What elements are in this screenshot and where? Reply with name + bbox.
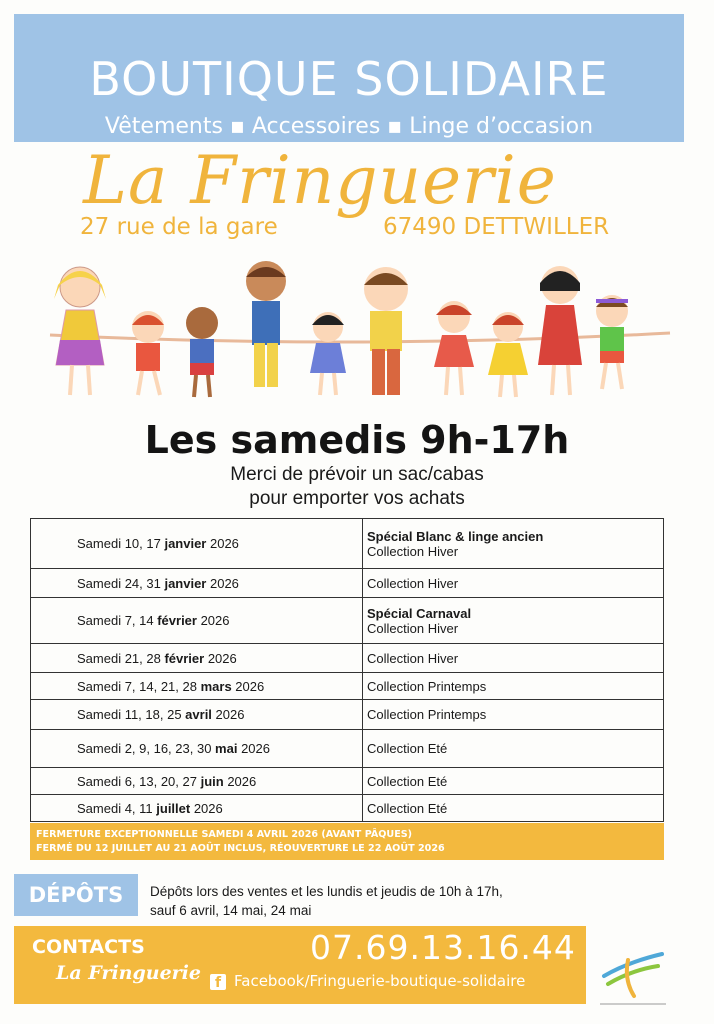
date-cell: Samedi 2, 9, 16, 23, 30 mai 2026 (31, 730, 363, 768)
date-cell: Samedi 10, 17 janvier 2026 (31, 519, 363, 569)
child-figure (488, 312, 528, 397)
collection-cell: Collection Printemps (363, 673, 664, 700)
children-illustration (30, 255, 690, 415)
opening-hours: Les samedis 9h-17h (144, 418, 570, 462)
child-figure (596, 295, 628, 389)
special-label: Spécial Carnaval (367, 605, 472, 621)
header-title: BOUTIQUE SOLIDAIRE (89, 52, 609, 106)
collection-cell: Spécial Carnaval Collection Hiver (363, 598, 664, 644)
child-figure (246, 261, 286, 387)
collection-cell: Collection Eté (363, 795, 664, 822)
depots-line-1: Dépôts lors des ventes et les lundis et jeudis de 10h à 17h, (150, 884, 503, 899)
date-cell: Samedi 7, 14, 21, 28 mars 2026 (31, 673, 363, 700)
child-figure (186, 307, 218, 397)
depots-label: DÉPÔTS (14, 874, 138, 916)
collection-cell: Spécial Blanc & linge ancien Collection Hiver (363, 519, 664, 569)
special-label: Spécial Blanc & linge ancien (367, 528, 544, 544)
facebook-link[interactable]: Facebook/Fringuerie-boutique-solidaire (234, 972, 526, 990)
note-line-2: pour emporter vos achats (249, 488, 465, 509)
depots-line-2: sauf 6 avril, 14 mai, 24 mai (150, 903, 312, 918)
date-cell: Samedi 7, 14 février 2026 (31, 598, 363, 644)
table-row (31, 673, 664, 700)
table-row (31, 768, 664, 795)
table-row (31, 569, 664, 598)
note-line-1: Merci de prévoir un sac/cabas (230, 464, 484, 485)
address-street: 27 rue de la gare (80, 214, 278, 240)
child-figure (434, 301, 474, 395)
date-cell: Samedi 11, 18, 25 avril 2026 (31, 700, 363, 730)
collection-cell: Collection Printemps (363, 700, 664, 730)
schedule-table (30, 518, 664, 822)
depots-info (150, 882, 503, 920)
contacts-band (14, 926, 586, 1004)
child-figure (364, 267, 408, 395)
collection-cell: Collection Eté (363, 730, 664, 768)
table-row (31, 519, 664, 569)
facebook-icon: f (210, 974, 226, 990)
address-city: 67490 DETTWILLER (383, 214, 610, 240)
child-figure (132, 311, 164, 395)
collection-cell: Collection Eté (363, 768, 664, 795)
closure-line-1: FERMETURE EXCEPTIONNELLE SAMEDI 4 AVRIL 2026 (AVANT PÂQUES) (36, 829, 413, 840)
closure-notice (30, 823, 664, 860)
date-cell: Samedi 6, 13, 20, 27 juin 2026 (31, 768, 363, 795)
table-row (31, 644, 664, 673)
child-figure (538, 266, 582, 395)
header-subtitle: Vêtements ▪ Accessoires ▪ Linge d’occasion (104, 114, 594, 139)
partner-logo (598, 940, 668, 1006)
phone-number[interactable]: 07.69.13.16.44 (310, 928, 576, 967)
header-band (14, 14, 684, 142)
contacts-shop-name: La Fringuerie (56, 962, 201, 984)
table-row (31, 598, 664, 644)
child-figure (310, 312, 346, 395)
table-row (31, 730, 664, 768)
contacts-title: CONTACTS (32, 936, 145, 958)
child-figure (54, 267, 106, 395)
closure-line-2: FERMÉ DU 12 JUILLET AU 21 AOÛT INCLUS, RÉOUVERTURE LE 22 AOÛT 2026 (36, 843, 445, 854)
date-cell: Samedi 24, 31 janvier 2026 (31, 569, 363, 598)
collection-cell: Collection Hiver (363, 644, 664, 673)
table-row (31, 795, 664, 822)
collection-cell: Collection Hiver (363, 569, 664, 598)
date-cell: Samedi 4, 11 juillet 2026 (31, 795, 363, 822)
shop-name: La Fringuerie (83, 142, 557, 219)
date-cell: Samedi 21, 28 février 2026 (31, 644, 363, 673)
table-row (31, 700, 664, 730)
